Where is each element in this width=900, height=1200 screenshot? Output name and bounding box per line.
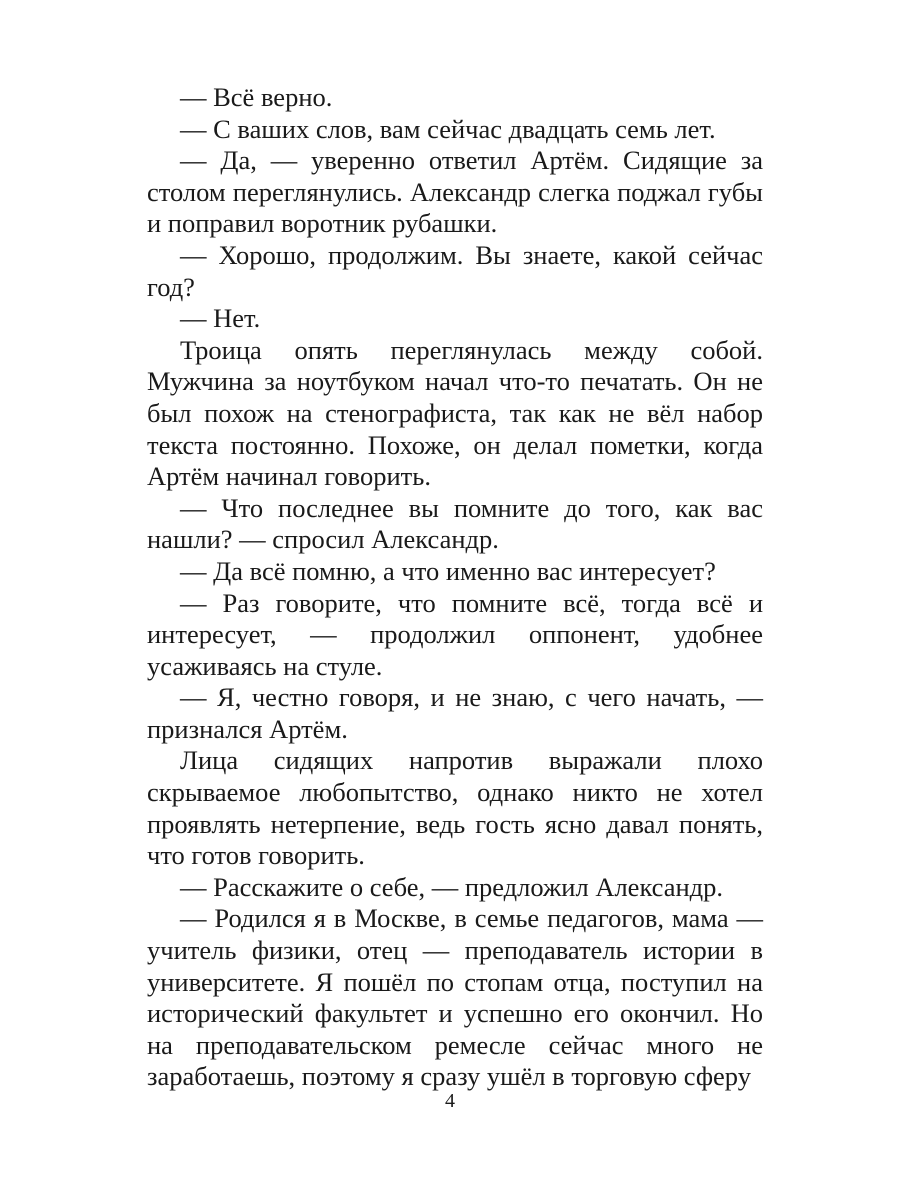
paragraph: — Да всё помню, а что именно вас интересует?: [180, 555, 716, 586]
paragraph: — Родился я в Москве, в семье педагогов, мама — учитель физики, отец — преподаватель истории в университете. Я пошёл по стопам отца, поступил на исторический факультет и успешно его окончил. Но на преподавательском ремесле сейчас много не заработаешь, поэтому я сразу ушёл в торговую сферу: [147, 903, 763, 1092]
paragraph: — Расскажите о себе, — предложил Александр.: [180, 871, 724, 902]
paragraph: Троица опять переглянулась между собой. Мужчина за ноутбуком начал что-то печатать. Он не был похож на стенографиста, так как не вёл набор текста постоянно. Похоже, он делал пометки, когда Артём начинал говорить.: [147, 334, 763, 492]
paragraph: — Да, — уверенно ответил Артём. Сидящие за столом переглянулись. Александр слегка поджал губы и поправил воротник рубашки.: [147, 145, 763, 239]
paragraph: — Нет.: [180, 303, 261, 334]
paragraph: — Хорошо, продолжим. Вы знаете, какой сейчас год?: [147, 239, 763, 302]
paragraph: Лица сидящих напротив выражали плохо скрываемое любопытство, однако никто не хотел проявлять нетерпение, ведь гость ясно давал понять, что готов говорить.: [147, 745, 763, 871]
paragraph: — Всё верно.: [180, 82, 333, 112]
page-number: 4: [445, 1090, 455, 1112]
page-body-text: [147, 82, 763, 1093]
paragraph: — Я, честно говоря, и не знаю, с чего начать, — признался Артём.: [147, 682, 763, 744]
paragraph: — Что последнее вы помните до того, как вас нашли? — спросил Александр.: [147, 492, 763, 555]
paragraph: — С ваших слов, вам сейчас двадцать семь лет.: [180, 113, 716, 144]
paragraph: — Раз говорите, что помните всё, тогда всё и интересует, — продолжил оппонент, удобнее усаживаясь на стуле.: [147, 587, 763, 681]
